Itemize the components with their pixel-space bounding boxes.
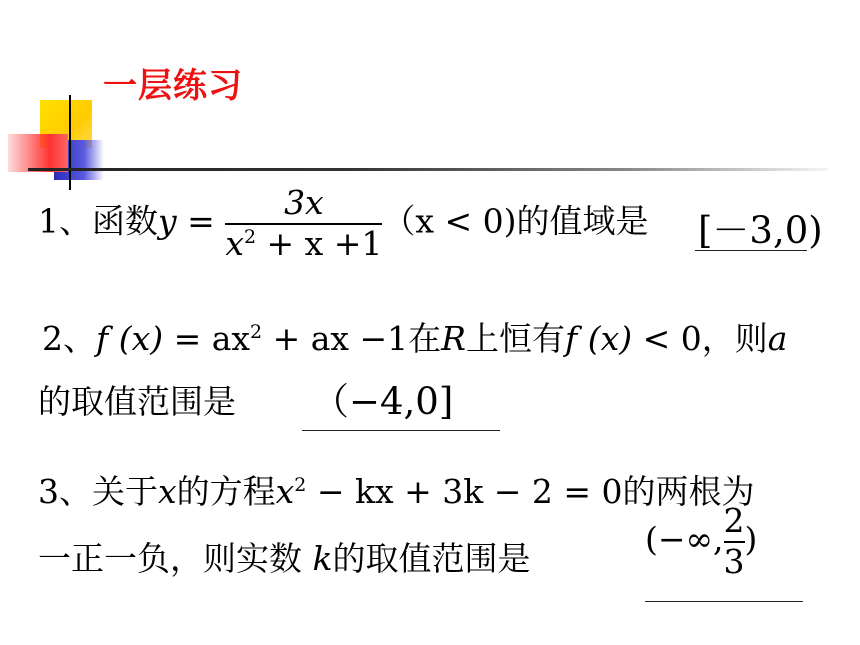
q3-k: k <box>312 539 333 578</box>
q2-fx2: f (x) <box>565 319 633 358</box>
q3-line2b: 的取值范围是 <box>332 539 531 578</box>
q1-denominator <box>225 223 383 263</box>
q1-fraction <box>225 183 383 263</box>
q2-mid: 上恒有 <box>466 319 566 358</box>
question-1 <box>38 183 649 263</box>
q1-answer: [－3,0) <box>698 209 823 252</box>
q1-answer-underline <box>695 250 807 251</box>
q2-answer-underline <box>302 430 500 431</box>
q2-prefix: 2、 <box>42 319 96 358</box>
q1-eq: = <box>187 201 215 241</box>
page-title: 一层练习 <box>103 66 243 106</box>
q3-eq: − kx + 3k − 2 = 0的两根为 <box>316 472 755 511</box>
q2-a: a <box>767 319 788 358</box>
q3-answer <box>645 501 758 581</box>
q2-answer: （−4,0] <box>312 380 454 423</box>
q1-prefix: 1、函数 <box>38 201 158 241</box>
q1-den-exp: 2 <box>243 225 257 248</box>
q3-answer-underline <box>645 601 803 602</box>
deco-vertical-line <box>69 95 71 190</box>
deco-red-square <box>8 134 68 172</box>
q1-y: y <box>158 201 177 241</box>
q2-rest: + ax −1在 <box>272 319 442 358</box>
q2-fx: f (x) <box>96 319 164 358</box>
q1-den-x: x <box>225 223 244 263</box>
q3-answer-left: (−∞, <box>645 519 724 559</box>
q3-x: x <box>158 472 177 511</box>
q3-prefix: 3、关于 <box>38 472 158 511</box>
q3-answer-num: 2 <box>723 501 745 540</box>
question-2-line-2: 的取值范围是 <box>38 382 236 421</box>
question-2-line-1 <box>42 313 787 360</box>
q3-exp: 2 <box>294 474 307 496</box>
q2-cond: < 0，则 <box>642 319 768 358</box>
q1-suffix: 的值域是 <box>516 201 649 241</box>
q1-condition: （x < 0) <box>382 201 517 241</box>
q2-eq: = ax <box>173 319 251 358</box>
q3-answer-fraction <box>723 501 745 581</box>
q3-mid: 的方程 <box>176 472 276 511</box>
question-3-line-2 <box>38 533 531 580</box>
q3-line2: 一正一负，则实数 <box>38 539 302 578</box>
q2-exp: 2 <box>250 321 263 343</box>
q1-den-rest: + x +1 <box>266 223 383 263</box>
q3-x2: x <box>275 472 295 511</box>
q2-R: R <box>441 319 467 358</box>
q1-numerator: 3x <box>284 183 324 222</box>
q3-answer-right: ) <box>744 519 758 559</box>
q3-answer-den: 3 <box>723 541 745 581</box>
deco-horizontal-line <box>28 168 828 171</box>
